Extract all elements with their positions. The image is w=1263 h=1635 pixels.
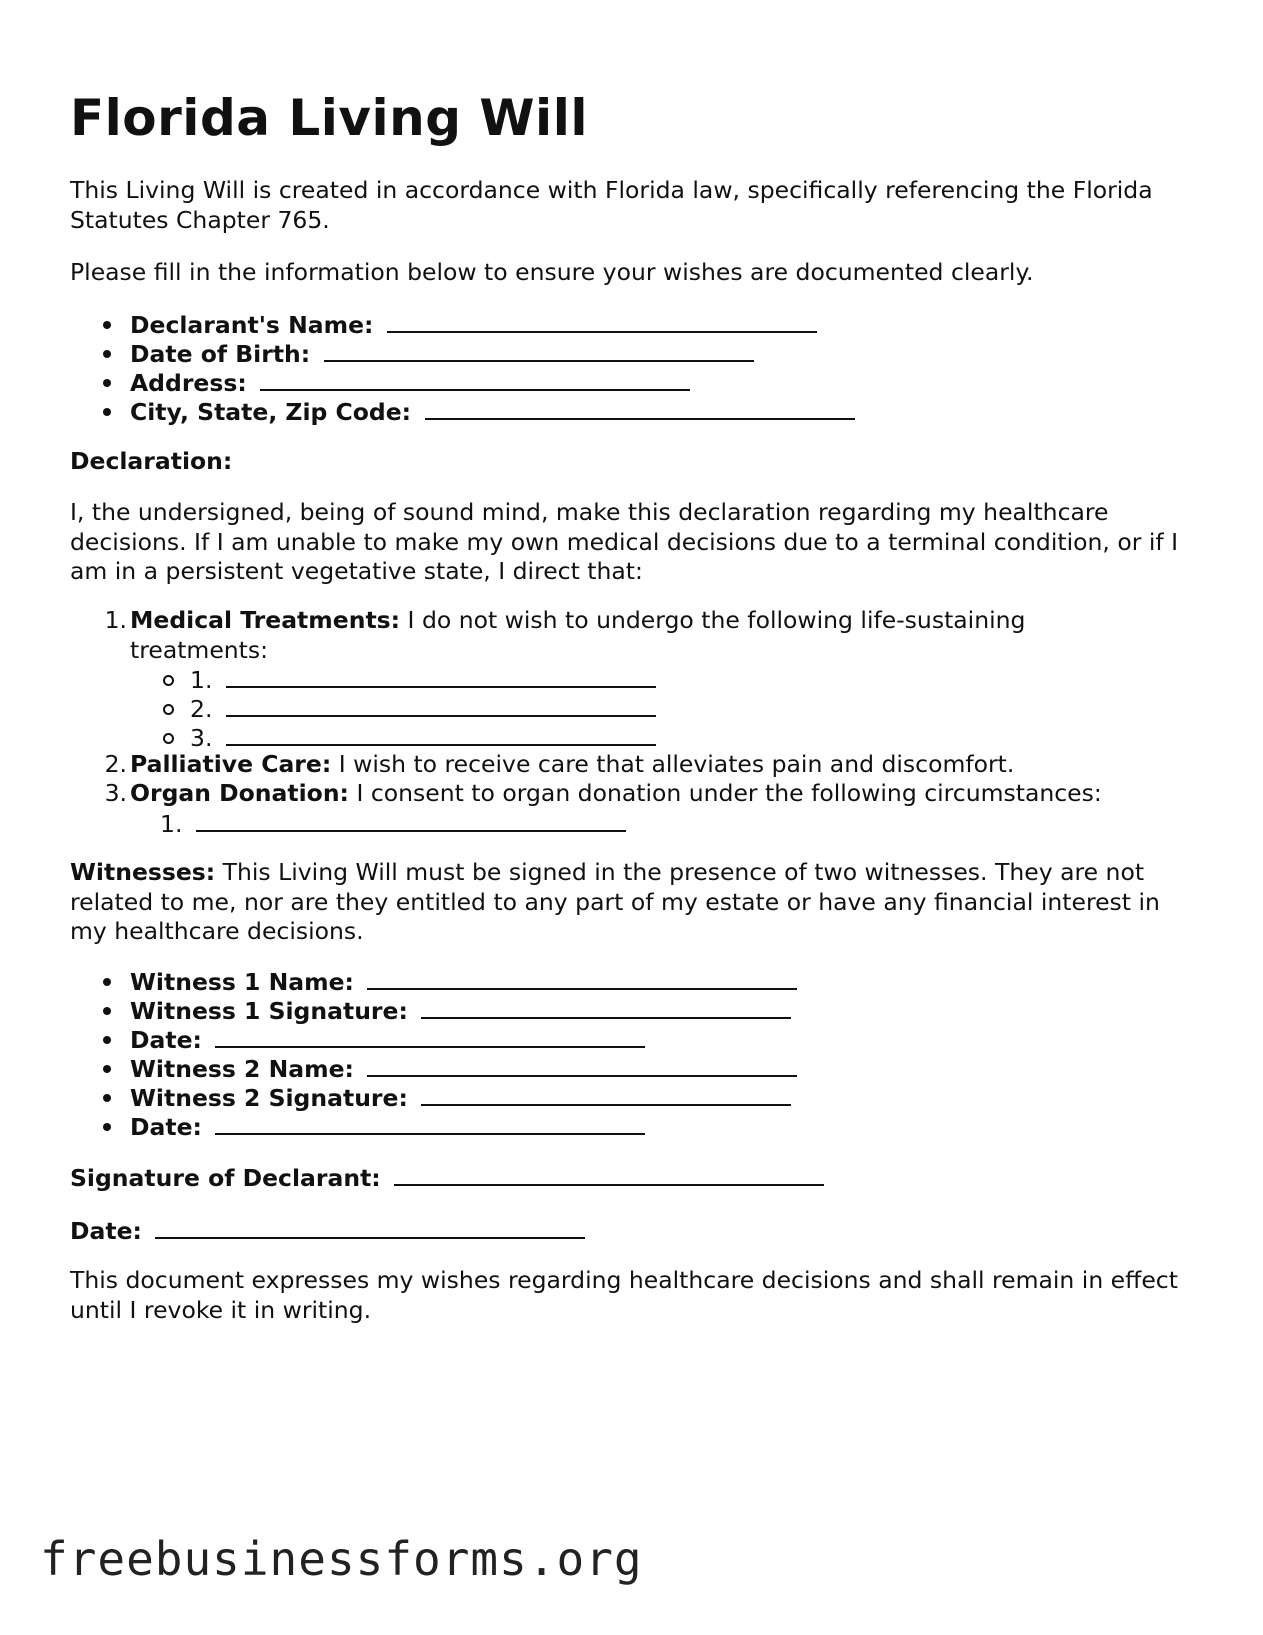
date-of-birth-blank[interactable] xyxy=(324,338,754,362)
directive-medical-treatments: 1. Medical Treatments: I do not wish to undergo the following life-sustaining treatments: xyxy=(104,606,1026,664)
treatment-blank[interactable] xyxy=(226,693,656,717)
declaration-heading: Declaration: xyxy=(70,447,233,475)
organ-donation-blank[interactable] xyxy=(196,808,626,832)
witness-2-date-field[interactable]: Date: xyxy=(130,1111,645,1143)
intro-paragraph: This Living Will is created in accordance with Florida law, specifically referencing the Florida Statutes Chapter 765. xyxy=(70,176,1153,234)
declarant-name-blank[interactable] xyxy=(387,309,817,333)
circle-bullet-icon xyxy=(163,675,174,686)
treatment-item[interactable]: 2. xyxy=(190,693,656,725)
bullet-icon xyxy=(103,350,111,358)
witness-1-signature-blank[interactable] xyxy=(421,995,791,1019)
declaration-paragraph: I, the undersigned, being of sound mind, make this declaration regarding my healthcare decisions. If I am unable to make my own medical decisions due to a terminal condition, or if I am in a persistent vegetative state, I direct that: xyxy=(70,498,1179,585)
witness-1-name-blank[interactable] xyxy=(367,966,797,990)
address-blank[interactable] xyxy=(260,367,690,391)
directive-organ-donation: 3. Organ Donation: I consent to organ donation under the following circumstances: xyxy=(104,779,1102,807)
closing-paragraph: This document expresses my wishes regarding healthcare decisions and shall remain in effect until I revoke it in writing. xyxy=(70,1266,1178,1324)
treatment-blank[interactable] xyxy=(226,722,656,746)
witness-2-name-field[interactable]: Witness 2 Name: xyxy=(130,1053,797,1085)
organ-donation-item[interactable]: 1. xyxy=(160,808,626,840)
witness-1-signature-field[interactable]: Witness 1 Signature: xyxy=(130,995,791,1027)
treatment-item[interactable]: 3. xyxy=(190,722,656,754)
footer-watermark: freebusinessforms.org xyxy=(40,1532,643,1586)
bullet-icon xyxy=(103,408,111,416)
city-state-zip-blank[interactable] xyxy=(425,396,855,420)
bullet-icon xyxy=(103,1065,111,1073)
declarant-date-field[interactable]: Date: xyxy=(70,1215,585,1247)
bullet-icon xyxy=(103,379,111,387)
witness-1-date-blank[interactable] xyxy=(215,1024,645,1048)
witness-2-date-blank[interactable] xyxy=(215,1111,645,1135)
directive-palliative-care: 2. Palliative Care: I wish to receive care that alleviates pain and discomfort. xyxy=(104,750,1015,778)
treatment-item[interactable]: 1. xyxy=(190,664,656,696)
witness-1-date-field[interactable]: Date: xyxy=(130,1024,645,1056)
bullet-icon xyxy=(103,1007,111,1015)
instruction-paragraph: Please fill in the information below to ensure your wishes are documented clearly. xyxy=(70,258,1034,286)
date-of-birth-field[interactable]: Date of Birth: xyxy=(130,338,754,370)
witness-2-signature-field[interactable]: Witness 2 Signature: xyxy=(130,1082,791,1114)
city-state-zip-field[interactable]: City, State, Zip Code: xyxy=(130,396,855,428)
witness-2-name-blank[interactable] xyxy=(367,1053,797,1077)
bullet-icon xyxy=(103,321,111,329)
declarant-signature-blank[interactable] xyxy=(394,1162,824,1186)
bullet-icon xyxy=(103,1094,111,1102)
circle-bullet-icon xyxy=(163,733,174,744)
bullet-icon xyxy=(103,1036,111,1044)
page-title: Florida Living Will xyxy=(70,89,588,147)
witnesses-paragraph: Witnesses: This Living Will must be signed in the presence of two witnesses. They are not related to me, nor are they entitled to any part of my estate or have any financial interest in my healthcare decisions. xyxy=(70,858,1160,945)
circle-bullet-icon xyxy=(163,704,174,715)
bullet-icon xyxy=(103,978,111,986)
bullet-icon xyxy=(103,1123,111,1131)
declarant-date-blank[interactable] xyxy=(155,1215,585,1239)
declarant-name-field[interactable]: Declarant's Name: xyxy=(130,309,817,341)
witness-1-name-field[interactable]: Witness 1 Name: xyxy=(130,966,797,998)
treatment-blank[interactable] xyxy=(226,664,656,688)
declarant-signature-field[interactable]: Signature of Declarant: xyxy=(70,1162,824,1194)
address-field[interactable]: Address: xyxy=(130,367,690,399)
witness-2-signature-blank[interactable] xyxy=(421,1082,791,1106)
